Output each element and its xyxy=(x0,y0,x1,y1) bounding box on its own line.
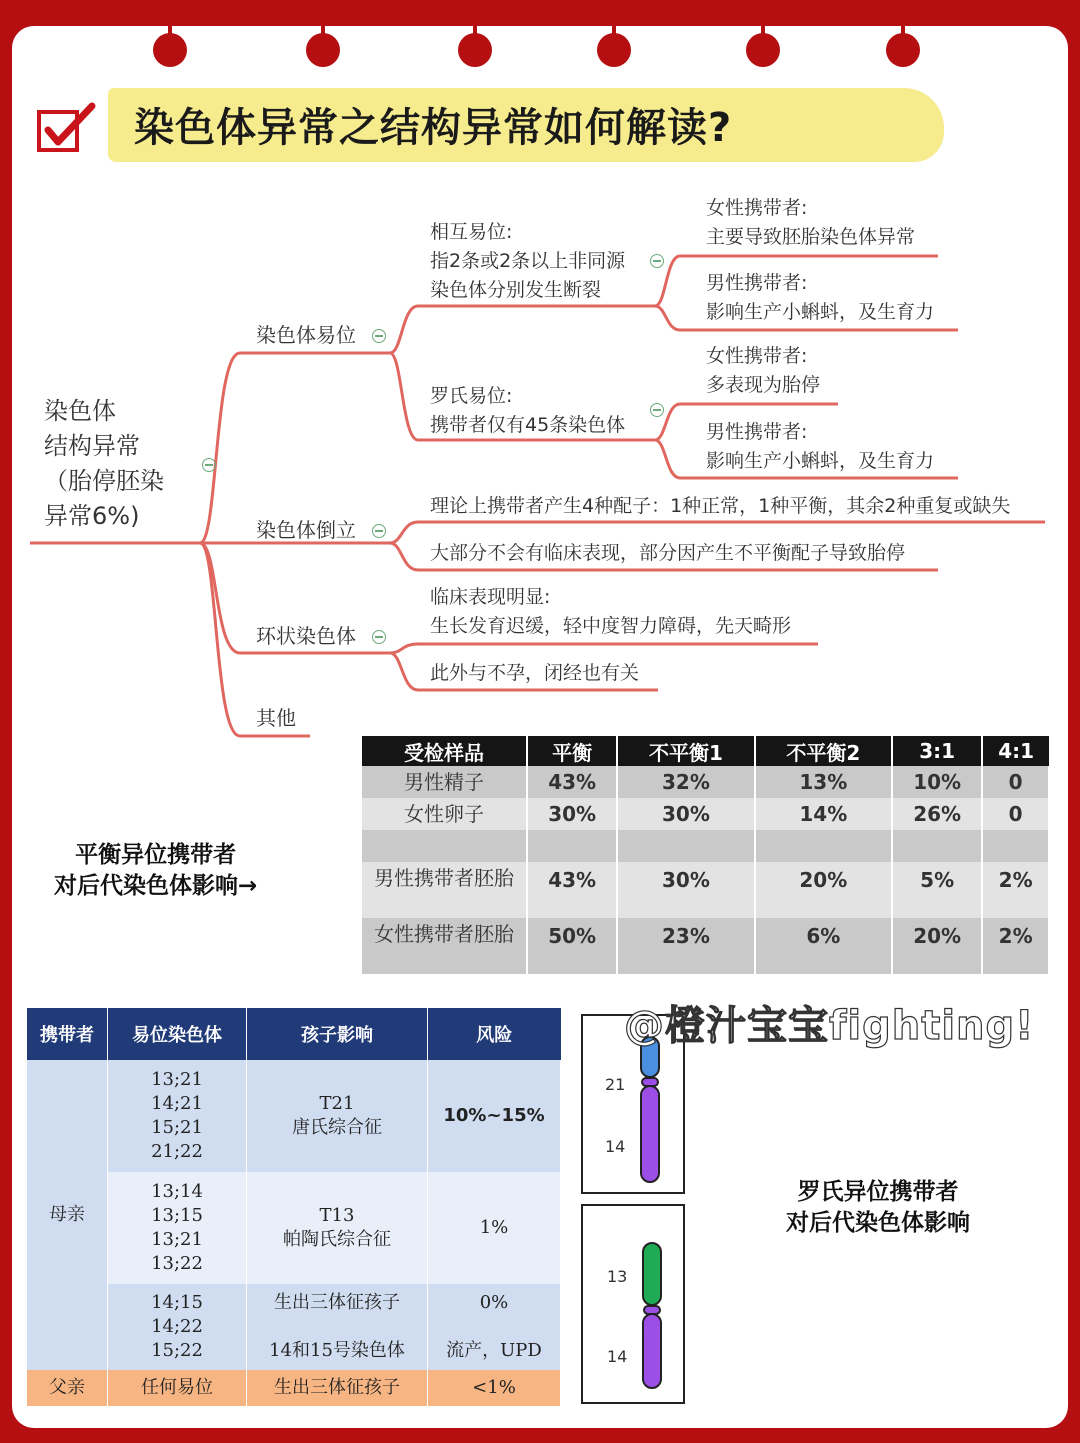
table-header: 受检样品 xyxy=(362,736,527,766)
table-header: 携带者 xyxy=(27,1008,108,1060)
node-reciprocal-female: 女性携带者: 主要导致胚胎染色体异常 xyxy=(706,197,916,248)
collapse-toggle-icon[interactable] xyxy=(650,254,664,268)
robertsonian-risk-table xyxy=(27,1008,561,1406)
node-robertsonian-female: 女性携带者: 多表现为胎停 xyxy=(706,345,821,396)
table-row: 女性携带者胚胎 50% 23% 6% 20% 2% xyxy=(362,918,1049,974)
table-header: 不平衡2 xyxy=(755,736,892,766)
node-robertsonian: 罗氏易位: 携带者仅有45条染色体 xyxy=(430,385,626,436)
balanced-carrier-table xyxy=(362,736,1050,974)
collapse-toggle-icon[interactable] xyxy=(202,458,216,472)
collapse-toggle-icon[interactable] xyxy=(372,524,386,538)
chromosome-13-14-figure: 13 14 xyxy=(581,1204,685,1404)
watermark: @橙汁宝宝fighting! xyxy=(624,1003,1035,1049)
table-row: 14;15 14;22 15;22 生出三体征孩子 14和15号染色体 0% 流产，UPD xyxy=(27,1284,561,1370)
robertsonian-carrier-note: 罗氏异位携带者 对后代染色体影响 xyxy=(786,1179,970,1236)
balanced-carrier-note: 平衡异位携带者 对后代染色体影响→ xyxy=(54,842,258,899)
translocation-list: 13;21 14;21 15;21 21;22 xyxy=(108,1060,247,1172)
node-ring-1: 临床表现明显: 生长发育迟缓，轻中度智力障碍，先天畸形 xyxy=(430,586,792,637)
table-row xyxy=(362,830,1049,862)
table-header: 3:1 xyxy=(892,736,982,766)
table-header: 孩子影响 xyxy=(247,1008,428,1060)
node-robertsonian-male: 男性携带者: 影响生产小蝌蚪，及生育力 xyxy=(706,421,935,472)
collapse-toggle-icon[interactable] xyxy=(372,329,386,343)
collapse-toggle-icon[interactable] xyxy=(650,403,664,417)
table-header: 风险 xyxy=(428,1008,561,1060)
table-row: 女性卵子 30% 30% 14% 26% 0 xyxy=(362,798,1049,830)
table-row: 母亲 13;21 14;21 15;21 21;22 T21 唐氏综合征 10%~15% xyxy=(27,1060,561,1172)
table-row: 男性携带者胚胎 43% 30% 20% 5% 2% xyxy=(362,862,1049,918)
node-inversion-2: 大部分不会有临床表现，部分因产生不平衡配子导致胎停 xyxy=(430,542,906,564)
carrier-mother: 母亲 xyxy=(27,1060,108,1370)
table-row: 父亲 任何易位 生出三体征孩子 <1% xyxy=(27,1370,561,1406)
branch-ring: 环状染色体 xyxy=(256,624,356,648)
collapse-toggle-icon[interactable] xyxy=(372,630,386,644)
node-reciprocal: 相互易位: 指2条或2条以上非同源 染色体分别发生断裂 xyxy=(430,221,626,301)
mindmap-root: 染色体 结构异常 （胎停胚染 异常6%) xyxy=(44,397,164,530)
branch-inversion: 染色体倒立 xyxy=(256,518,356,542)
table-header: 不平衡1 xyxy=(617,736,754,766)
branch-other: 其他 xyxy=(256,706,296,730)
node-inversion-1: 理论上携带者产生4种配子：1种正常，1种平衡，其余2种重复或缺失 xyxy=(430,495,1011,517)
table-row: 男性精子 43% 32% 13% 10% 0 xyxy=(362,766,1049,798)
page-title: 染色体异常之结构异常如何解读? xyxy=(134,105,733,151)
chromosome-21-14-figure: 21 14 xyxy=(581,1014,685,1194)
table-row: 13;14 13;15 13;21 13;22 T13 帕陶氏综合征 1% xyxy=(27,1172,561,1284)
carrier-father: 父亲 xyxy=(27,1370,108,1406)
table-header: 平衡 xyxy=(527,736,617,766)
table-header: 4:1 xyxy=(982,736,1049,766)
node-ring-2: 此外与不孕，闭经也有关 xyxy=(430,662,640,684)
table-header: 易位染色体 xyxy=(108,1008,247,1060)
branch-translocation: 染色体易位 xyxy=(256,323,356,347)
node-reciprocal-male: 男性携带者: 影响生产小蝌蚪，及生育力 xyxy=(706,272,935,323)
